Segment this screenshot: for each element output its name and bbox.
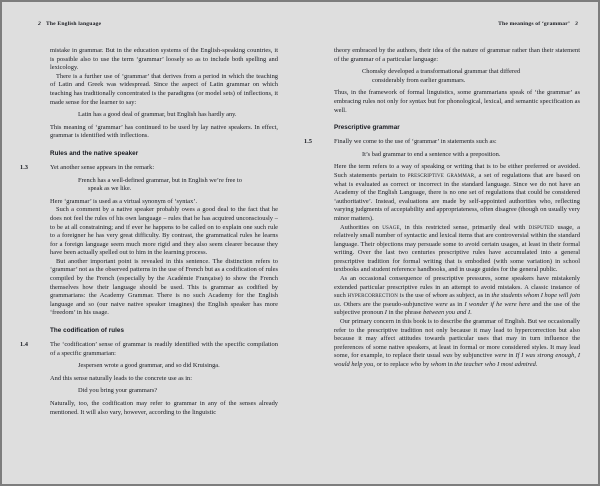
text-run: usage, a relatively small number of syntactic and lexical items that are controversial within the standard language. Their objections may persuade some to avoid certain usages, at least in their formal writing. Over the last two centuries prescriptive rules have accumulated into a general prescriptive tradition for formal writing that is embodied (with some variation) in school textbooks and student reference handbooks, and in usage guides for the general public. — [334, 223, 580, 274]
paragraph-block — [20, 47, 280, 73]
italic-example: the students whom I hope will join us — [334, 292, 580, 308]
text-run: , a set of regulations that are based on what is evaluated as correct or incorrect in the standard language. Since we do not have an Academy of the English Language, there is no one set of regulations that could be considered ‘authoritative’. Instead, evaluations are made by self-appointed authorities who, reflecting varying judgments of acceptability and appropriateness, often disagree (though on usually very minor matters). — [334, 171, 580, 222]
text-run: as in — [447, 300, 465, 308]
page-left — [2, 2, 292, 484]
text-run: , or to replace — [373, 361, 411, 368]
page-right-body — [304, 47, 582, 370]
body-paragraph — [304, 224, 582, 276]
body-paragraph: Yet another sense appears in the remark: — [50, 163, 155, 171]
body-paragraph: Thus, in the framework of formal linguistics, some grammarians speak of ‘the grammar’ as embracing rules not only for syntax but for phonological, lexical, and semantic specification as well. — [334, 89, 580, 114]
example-line: Chomsky developed a transformational grammar that differed — [362, 68, 521, 76]
paragraph-block — [304, 224, 582, 276]
text-run: and the use of the subjective pronoun — [334, 300, 581, 317]
running-head-title-left: The English language — [45, 21, 102, 27]
italic-example: If I was strong enough, I would help you — [334, 352, 580, 368]
page-number-right: 3 — [575, 21, 578, 27]
running-head-title-right: The meanings of ‘grammar’ — [498, 21, 571, 27]
paragraph-block — [304, 138, 582, 147]
text-run: . Others are the pseudo-subjunctive — [339, 300, 436, 308]
paragraph-block — [20, 206, 280, 258]
example-sentence — [304, 68, 582, 85]
paragraph-block — [20, 73, 280, 107]
section-number: 1.3 — [20, 163, 29, 171]
section-subheading: Prescriptive grammar — [334, 124, 400, 132]
section-subheading: Rules and the native speaker — [50, 149, 139, 157]
italic-example: was — [442, 352, 453, 360]
italic-example: were — [494, 352, 507, 360]
paragraph-block — [20, 164, 280, 173]
text-run: Authorities on — [340, 223, 383, 231]
paragraph-block — [20, 375, 280, 384]
text-run: is the use of — [398, 292, 433, 300]
italic-example: between you and I — [423, 309, 471, 317]
small-caps-term: usage — [382, 223, 400, 231]
text-run: in the phrase — [386, 309, 424, 317]
section-number: 1.4 — [20, 341, 29, 349]
body-paragraph: There is a further use of ‘grammar’ that derives from a period in which the teaching of Latin and Greek was widespread. Since the aspect of Latin grammar on which teaching has traditionally concentrated is the paradigms (or model sets) of inflections, it made sense for the learner to say: — [50, 72, 278, 106]
paragraph-block — [20, 124, 280, 141]
paragraph-block — [304, 163, 582, 223]
text-run: in — [446, 361, 455, 368]
paragraph-block — [304, 318, 582, 370]
example-line: considerably from earlier grammars. — [372, 76, 466, 84]
italic-example: were — [435, 300, 448, 308]
body-paragraph — [304, 163, 582, 223]
text-run: in — [506, 352, 516, 360]
body-paragraph: The ‘codification’ sense of grammar is readily identified with the specific compilation of a specific grammarian: — [50, 341, 278, 357]
body-paragraph: Finally we come to the use of ‘grammar’ in statements such as: — [334, 138, 497, 146]
text-run: by subjunctive — [452, 352, 495, 360]
text-run: As an occasional consequence of prescriptive pressures, some speakers have mistakenly extended particular prescriptive rules in an attempt to avoid mistakes. A classic instance of such — [334, 275, 580, 300]
example-sentence: It’s bad grammar to end a sentence with a preposition. — [362, 150, 501, 158]
small-caps-term: prescriptive grammar — [407, 171, 475, 179]
paragraph-block — [304, 47, 582, 64]
italic-example: I wonder if he were here — [464, 300, 531, 308]
example-sentence: Did you bring your grammars? — [78, 387, 158, 395]
text-run: Our primary concern in this book is to describe the grammar of English. But we occasionally refer to the prescriptive tradition not only because it may lead to hypercorrection but also because it may affect attitudes towards particular uses that may in turn influence the preferences of some native speakers, at least in formal or more considered styles. It may lead some, for example, to replace their usual — [334, 318, 580, 360]
body-paragraph — [304, 318, 582, 370]
text-run: . — [535, 361, 538, 368]
small-caps-term: hypercorrection — [347, 292, 399, 300]
body-paragraph: Such a comment by a native speaker probably owes a good deal to the fact that he does not feel the rules of his own language – rules that he has acquired unconsciously – to be at all constraining; and if ever he happens to be called on to explain one such rule to a foreigner he has very great difficulty. By contrast, the grammatical rules he learns for a foreign language seem much more rigid and they also seem clearer because they have been actually spelled out to him in the learning process. — [50, 206, 278, 257]
page-right — [292, 2, 598, 484]
example-sentence: Jespersen wrote a good grammar, and so did Kruisinga. — [78, 362, 220, 370]
running-head-right — [304, 22, 582, 31]
italic-example: who — [410, 361, 422, 368]
body-paragraph: And this sense naturally leads to the concrete use as in: — [50, 374, 193, 382]
example-sentence: Latin has a good deal of grammar, but English has hardly any. — [78, 111, 237, 119]
italic-example: the teacher who I most admired — [454, 361, 536, 368]
example-line: French has a well-defined grammar, but in English we’re free to — [78, 176, 242, 184]
body-paragraph — [304, 275, 582, 318]
section-subheading: The codification of rules — [50, 327, 125, 335]
italic-example: I — [384, 309, 387, 317]
text-run: . — [470, 309, 472, 317]
paragraph-block — [20, 198, 280, 207]
example-sentence — [20, 177, 280, 194]
body-paragraph: But another important point is revealed in this sentence. The distinction refers to ‘grammar’ not as the observed patterns in the use of French but as a codification of rules compiled by the French (especially by the Académie Française) to show the French themselves how their language should be used. This is grammar as codified by grammarians: the Academy Grammar. There is no such Academy for the English language and so (our naive native speaker imagines) the English speaker has more ‘freedom’ in his usage. — [50, 257, 279, 317]
italic-example: whom — [432, 292, 448, 300]
section-number: 1.5 — [304, 138, 313, 146]
small-caps-term: disputed — [528, 223, 555, 231]
text-run: as subject, as in — [447, 292, 492, 300]
paragraph-block — [304, 89, 582, 115]
text-run: by — [421, 361, 431, 368]
paragraph-block — [20, 341, 280, 358]
body-paragraph: mistake in grammar. But in the education systems of the English-speaking countries, it is possible also to use the term ‘grammar’ loosely so as to include both spelling and lexicology. — [50, 47, 278, 72]
page-left-body — [20, 47, 280, 417]
running-head-left — [20, 22, 280, 31]
italic-example: whom — [430, 361, 447, 368]
paragraph-block — [20, 258, 280, 318]
book-spread — [2, 2, 598, 484]
body-paragraph: This meaning of ‘grammar’ has continued to be used by lay native speakers. In effect, grammar is identified with inflections. — [50, 123, 278, 140]
body-paragraph: Here ‘grammar’ is used as a virtual synonym of ‘syntax’. — [50, 197, 198, 205]
paragraph-block — [304, 275, 582, 318]
example-line: speak as we like. — [88, 185, 132, 193]
text-run: , in this restricted sense, primarily deal with — [399, 223, 529, 231]
body-paragraph: theory embraced by the authors, their idea of the nature of grammar rather than their statement of the grammar of a particular language: — [334, 47, 580, 63]
body-paragraph: Naturally, too, the codification may refer to grammar in any of the senses already mentioned. It will also vary, however, according to the linguistic — [50, 400, 278, 416]
text-run: Here the term refers to a way of speaking or writing that is to be either preferred or avoided. Such statements pertain to — [334, 163, 580, 179]
page-number-left: 2 — [38, 21, 41, 27]
paragraph-block — [20, 400, 280, 417]
